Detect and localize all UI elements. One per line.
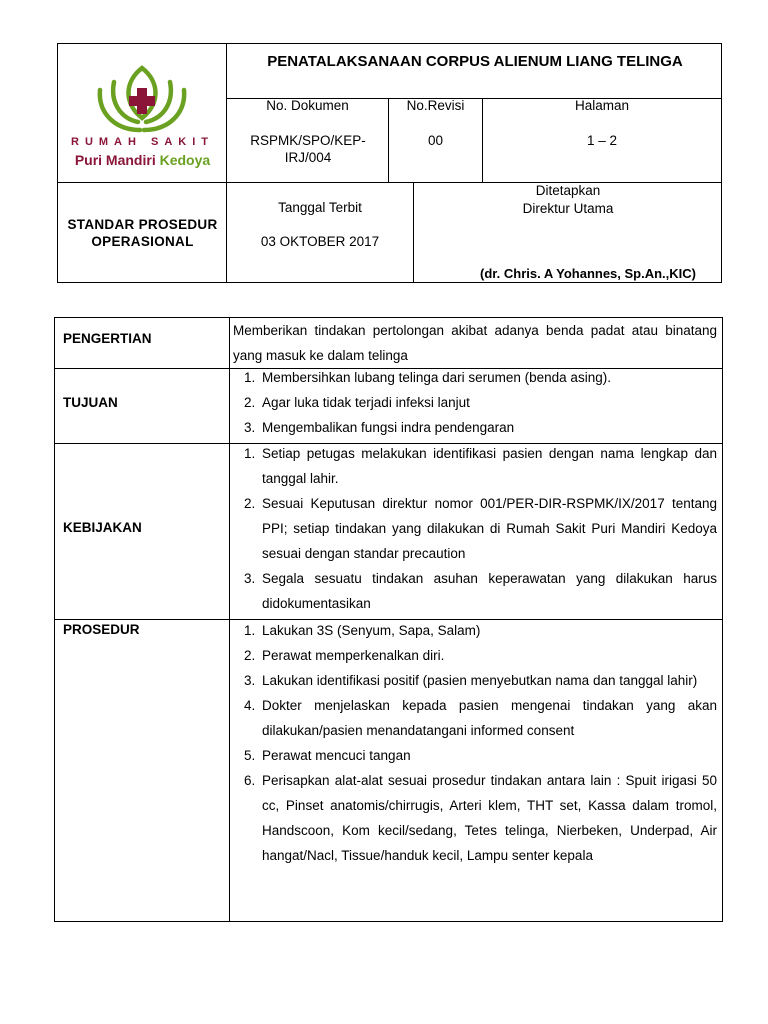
document-title: PENATALAKSANAAN CORPUS ALIENUM LIANG TELINGA <box>267 53 683 70</box>
lotus-cross-icon <box>94 60 190 134</box>
section-body-tujuan <box>233 365 717 440</box>
tujuan-item: 2. Agar luka tidak terjadi infeksi lanjut <box>259 390 717 415</box>
sop-label: STANDAR PROSEDUR OPERASIONAL <box>67 217 218 249</box>
prosedur-item: 5. Perawat mencuci tangan <box>259 743 717 768</box>
logo-text-rumah-sakit: RUMAH SAKIT <box>71 136 214 148</box>
prosedur-item: 1. Lakukan 3S (Senyum, Sapa, Salam) <box>259 618 717 643</box>
prosedur-item: 4. Dokter menjelaskan kepada pasien mengenai tindakan yang akan dilakukan/pasien menandatangani informed consent <box>259 693 717 743</box>
kebijakan-item: 1. Setiap petugas melakukan identifikasi pasien dengan nama lengkap dan tanggal lahir. <box>259 441 717 491</box>
section-body-pengertian <box>233 318 717 368</box>
signer-name: (dr. Chris. A Yohannes, Sp.An.,KIC) <box>480 266 696 281</box>
no-revisi-value: 00 <box>427 133 444 148</box>
procedure-content-table <box>54 317 723 922</box>
section-label-pengertian: PENGERTIAN <box>63 331 152 346</box>
section-label-kebijakan: KEBIJAKAN <box>63 520 142 535</box>
pengertian-text: Memberikan tindakan pertolongan akibat adanya benda padat atau binatang yang masuk ke dalam telinga <box>233 323 717 363</box>
section-body-prosedur <box>233 618 717 868</box>
logo-text-hospital-name <box>58 152 227 168</box>
prosedur-item: 6. Perisapkan alat-alat sesuai prosedur tindakan antara lain : Spuit irigasi 50 cc, Pinset anatomis/chirrugis, Arteri klem, THT set, Kassa dalam tromol, Handscoon, Kom kecil/sedang, Tetes telinga, Nierbeken, Underpad, Air hangat/Nacl, Tissue/handuk kecil, Lampu senter kepala <box>259 768 717 868</box>
ditetapkan-label: Ditetapkan <box>535 183 601 198</box>
prosedur-item: 2. Perawat memperkenalkan diri. <box>259 643 717 668</box>
section-label-tujuan: TUJUAN <box>63 395 118 410</box>
direktur-utama-label: Direktur Utama <box>522 201 614 216</box>
tanggal-terbit-label: Tanggal Terbit <box>278 200 362 215</box>
no-dokumen-value: RSPMK/SPO/KEP-IRJ/004 <box>250 133 366 165</box>
document-header-table <box>57 43 722 283</box>
section-body-kebijakan <box>233 441 717 616</box>
no-dokumen-label: No. Dokumen <box>266 98 349 113</box>
kebijakan-item: 3. Segala sesuatu tindakan asuhan keperawatan yang dilakukan harus didokumentasikan <box>259 566 717 616</box>
tujuan-item: 3. Mengembalikan fungsi indra pendengaran <box>259 415 717 440</box>
logo-name-part2: Kedoya <box>159 152 211 168</box>
logo-name-part1: Puri Mandiri <box>74 152 156 168</box>
no-revisi-label: No.Revisi <box>406 98 465 113</box>
tujuan-item: 1. Membersihkan lubang telinga dari serumen (benda asing). <box>259 365 717 390</box>
section-label-prosedur: PROSEDUR <box>63 622 140 637</box>
tanggal-terbit-value: 03 OKTOBER 2017 <box>260 234 380 249</box>
halaman-label: Halaman <box>574 98 630 113</box>
halaman-value: 1 – 2 <box>586 133 618 148</box>
hospital-logo <box>58 44 227 184</box>
kebijakan-item: 2. Sesuai Keputusan direktur nomor 001/PER-DIR-RSPMK/IX/2017 tentang PPI; setiap tindakan yang dilakukan di Rumah Sakit Puri Mandiri Kedoya sesuai dengan standar precaution <box>259 491 717 566</box>
prosedur-item: 3. Lakukan identifikasi positif (pasien menyebutkan nama dan tanggal lahir) <box>259 668 717 693</box>
